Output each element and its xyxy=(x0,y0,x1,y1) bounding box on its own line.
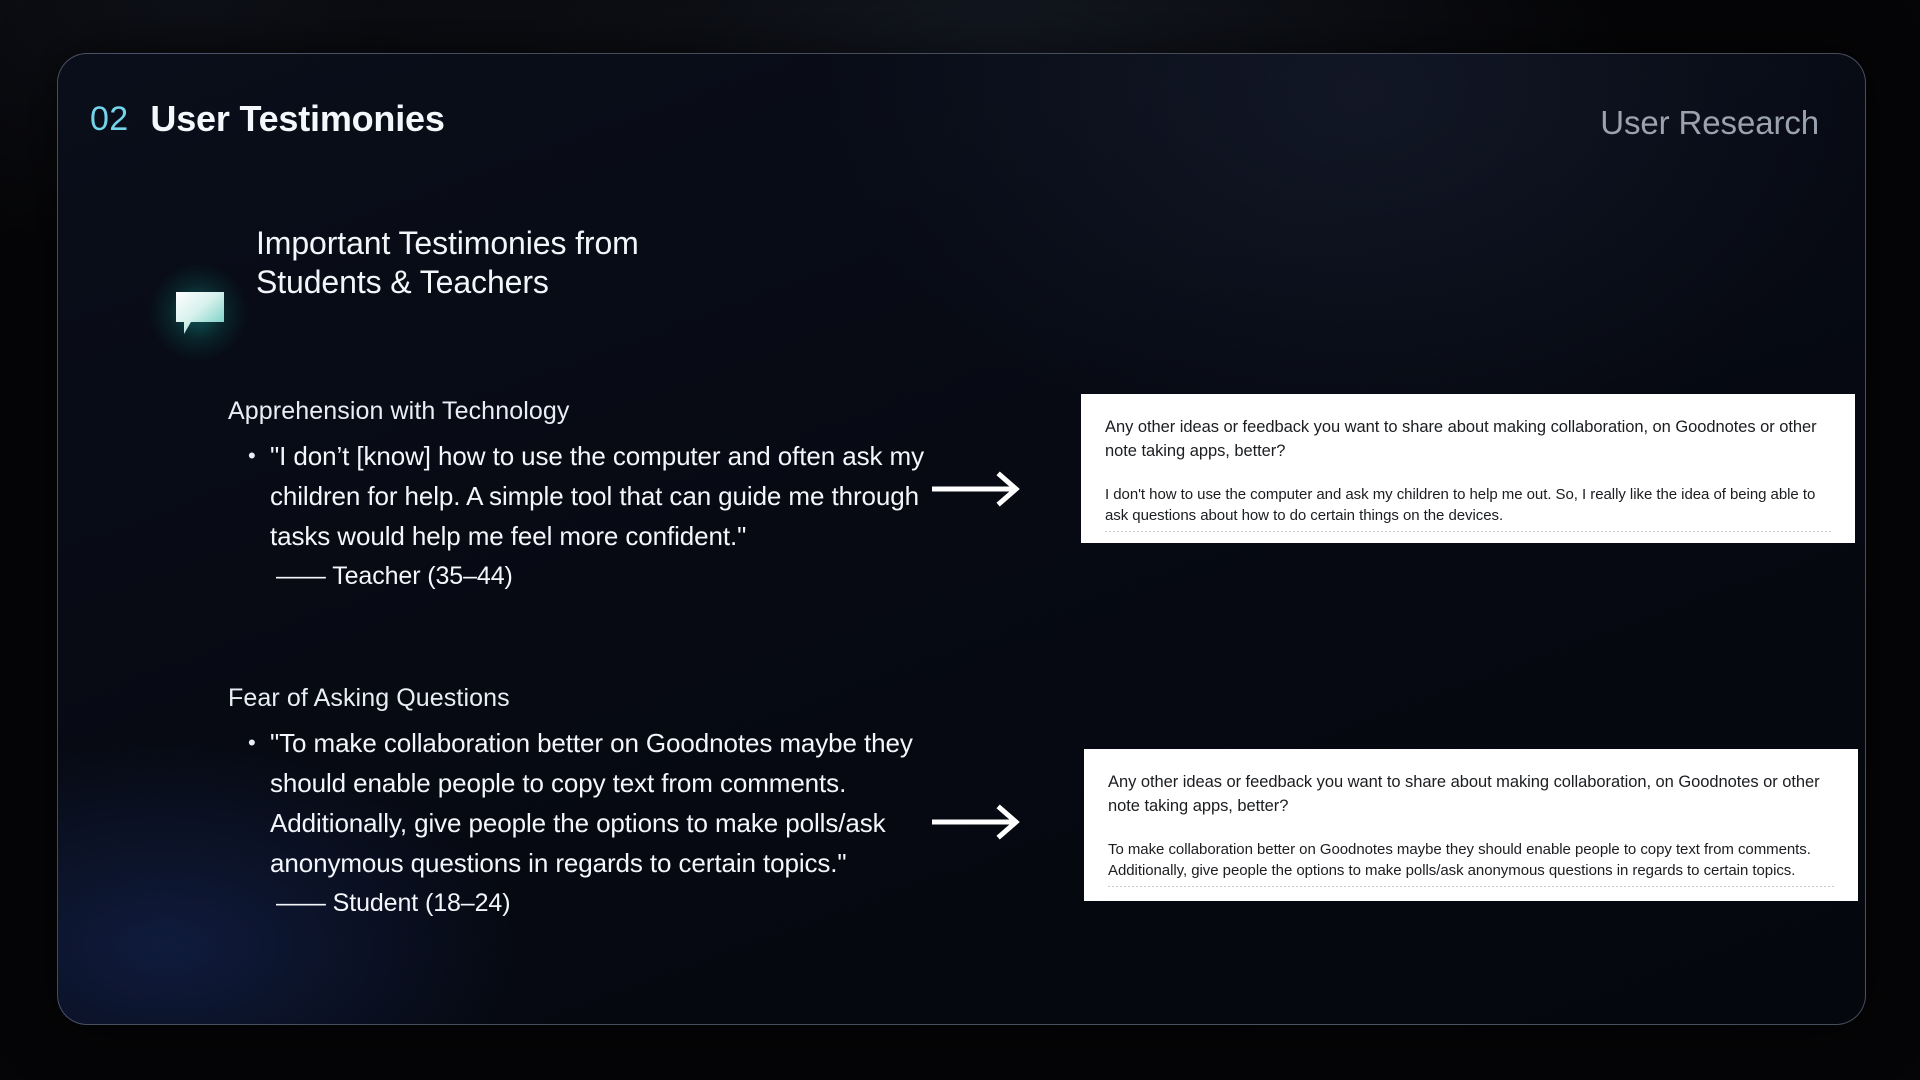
right-arrow-icon xyxy=(930,469,1026,509)
slide-number: 02 xyxy=(90,100,129,138)
subheading-line-1: Important Testimonies from xyxy=(256,225,639,261)
quote-attribution: —— Student (18–24) xyxy=(276,889,511,917)
subheading-line-2: Students & Teachers xyxy=(256,263,549,300)
evidence-screenshot-card xyxy=(1081,394,1855,543)
divider xyxy=(1108,886,1834,887)
survey-question: Any other ideas or feedback you want to share about making collaboration, on Goodnotes or other note taking apps, better? xyxy=(1105,418,1817,460)
slide-card xyxy=(57,53,1866,1025)
quote-block xyxy=(228,683,928,923)
quote-item xyxy=(228,723,928,923)
bullet-icon: • xyxy=(248,730,256,755)
survey-question: Any other ideas or feedback you want to share about making collaboration, on Goodnotes or other note taking apps, better? xyxy=(1108,773,1820,815)
quote-text: "To make collaboration better on Goodnotes maybe they should enable people to copy text from comments. Additionally, give people the options to make polls/ask anonymous questions in regards to certain topics." xyxy=(270,728,913,878)
quote-text: "I don’t [know] how to use the computer and often ask my children for help. A simple tool that can guide me through tasks would help me feel more confident." xyxy=(270,441,924,551)
page-title: User Testimonies xyxy=(150,98,445,139)
evidence-screenshot-card xyxy=(1084,749,1858,901)
quote-item xyxy=(228,436,928,596)
slide-header xyxy=(90,84,1825,154)
survey-answer: I don't how to use the computer and ask my children to help me out. So, I really like the idea of being able to ask questions about how to do certain things on the devices. xyxy=(1105,485,1816,525)
quote-block xyxy=(228,396,928,596)
subheading-text xyxy=(256,224,639,301)
quote-body xyxy=(270,723,928,923)
divider xyxy=(1105,531,1831,532)
quote-category: Fear of Asking Questions xyxy=(228,684,510,712)
quote-body xyxy=(270,436,928,596)
section-label: User Research xyxy=(1600,103,1819,141)
speech-bubble-glyph xyxy=(174,288,226,340)
survey-answer: To make collaboration better on Goodnotes maybe they should enable people to copy text from comments. Additionally, give people the options to make polls/ask anonymous questions in regards to certain topics. xyxy=(1108,840,1811,880)
right-arrow-icon xyxy=(930,802,1026,842)
subheading-row xyxy=(166,224,639,352)
quote-attribution: —— Teacher (35–44) xyxy=(276,562,513,590)
bullet-icon: • xyxy=(248,443,256,468)
speech-bubble-icon xyxy=(166,280,230,352)
quote-category: Apprehension with Technology xyxy=(228,397,570,425)
